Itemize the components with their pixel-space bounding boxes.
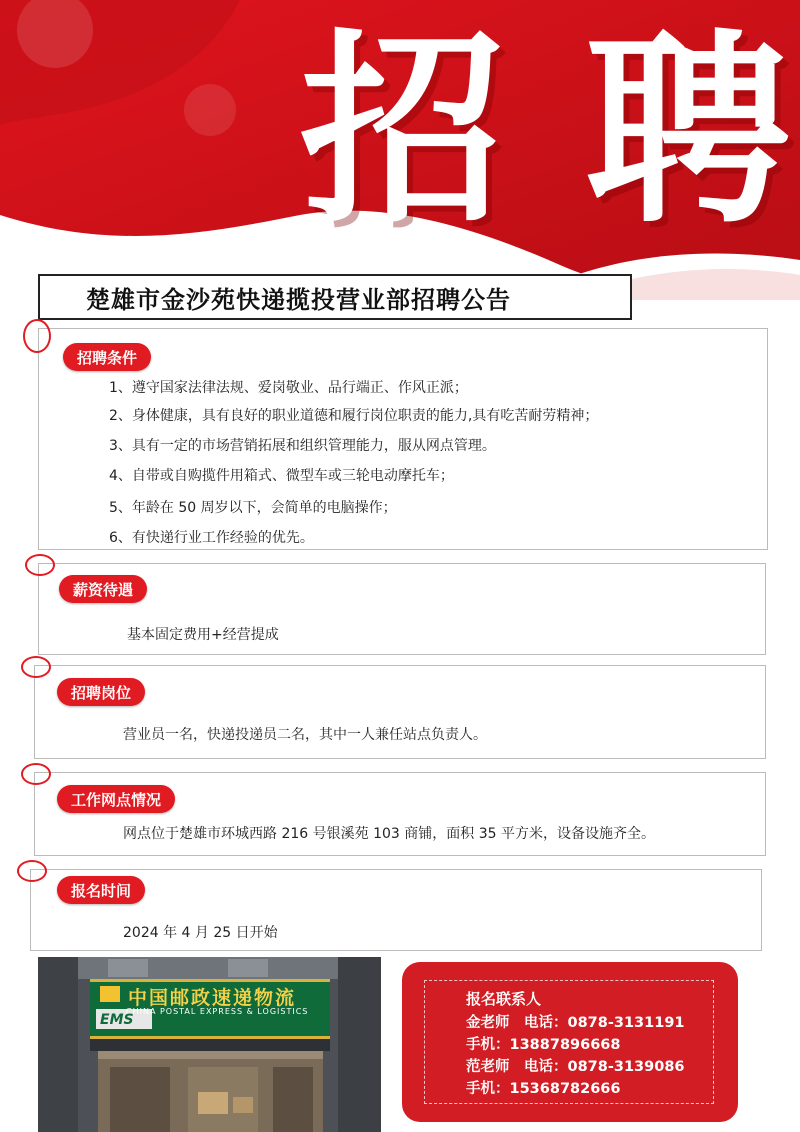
contact-box bbox=[402, 962, 738, 1122]
contact-line-4: 手机：15368782666 bbox=[466, 1081, 621, 1097]
date-text: 2024 年 4 月 25 日开始 bbox=[123, 925, 278, 941]
salary-text: 基本固定费用+经营提成 bbox=[127, 627, 279, 643]
notice-title: 楚雄市金沙苑快递揽投营业部招聘公告 bbox=[38, 274, 632, 320]
condition-item-5: 5、年龄在 50 周岁以下，会简单的电脑操作； bbox=[109, 500, 397, 516]
hero-char-1: 招 bbox=[300, 12, 505, 251]
section-conditions bbox=[38, 328, 768, 550]
hero-title bbox=[300, 12, 790, 251]
badge-location: 工作网点情况 bbox=[57, 785, 175, 813]
badge-salary: 薪资待遇 bbox=[59, 575, 147, 603]
hero-banner bbox=[0, 0, 800, 300]
condition-item-3: 3、具有一定的市场营销拓展和组织管理能力，服从网点管理。 bbox=[109, 438, 496, 454]
positions-text: 营业员一名，快递投递员二名，其中一人兼任站点负责人。 bbox=[123, 727, 487, 743]
sign-english: CHINA POSTAL EXPRESS & LOGISTICS bbox=[126, 1007, 309, 1016]
storefront-photo bbox=[38, 957, 381, 1132]
ring-decoration bbox=[21, 763, 51, 785]
location-text: 网点位于楚雄市环城西路 216 号银溪苑 103 商铺，面积 35 平方米，设备设施齐全。 bbox=[123, 826, 655, 842]
contact-heading: 报名联系人 bbox=[466, 990, 542, 1008]
ems-logo: EMS bbox=[100, 1012, 134, 1028]
section-date bbox=[30, 869, 762, 951]
contact-line-2: 手机：13887896668 bbox=[466, 1037, 621, 1053]
ring-decoration bbox=[23, 319, 51, 353]
ring-decoration bbox=[21, 656, 51, 678]
condition-item-1: 1、遵守国家法律法规、爱岗敬业、品行端正、作风正派； bbox=[109, 380, 468, 396]
badge-positions: 招聘岗位 bbox=[57, 678, 145, 706]
section-location bbox=[34, 772, 766, 856]
contact-line-3: 范老师 电话：0878-3139086 bbox=[466, 1059, 685, 1075]
condition-item-4: 4、自带或自购揽件用箱式、微型车或三轮电动摩托车； bbox=[109, 468, 454, 484]
section-salary bbox=[38, 563, 766, 655]
contact-line-1: 金老师 电话：0878-3131191 bbox=[466, 1015, 685, 1031]
badge-date: 报名时间 bbox=[57, 876, 145, 904]
ring-decoration bbox=[17, 860, 47, 882]
section-positions bbox=[34, 665, 766, 759]
condition-item-6: 6、有快递行业工作经验的优先。 bbox=[109, 530, 314, 546]
badge-conditions: 招聘条件 bbox=[63, 343, 151, 371]
condition-item-2: 2、身体健康，具有良好的职业道德和履行岗位职责的能力,具有吃苦耐劳精神； bbox=[109, 408, 599, 424]
ring-decoration bbox=[25, 554, 55, 576]
sign-chinese: 中国邮政速递物流 bbox=[128, 987, 297, 1009]
hero-char-2: 聘 bbox=[585, 12, 790, 251]
